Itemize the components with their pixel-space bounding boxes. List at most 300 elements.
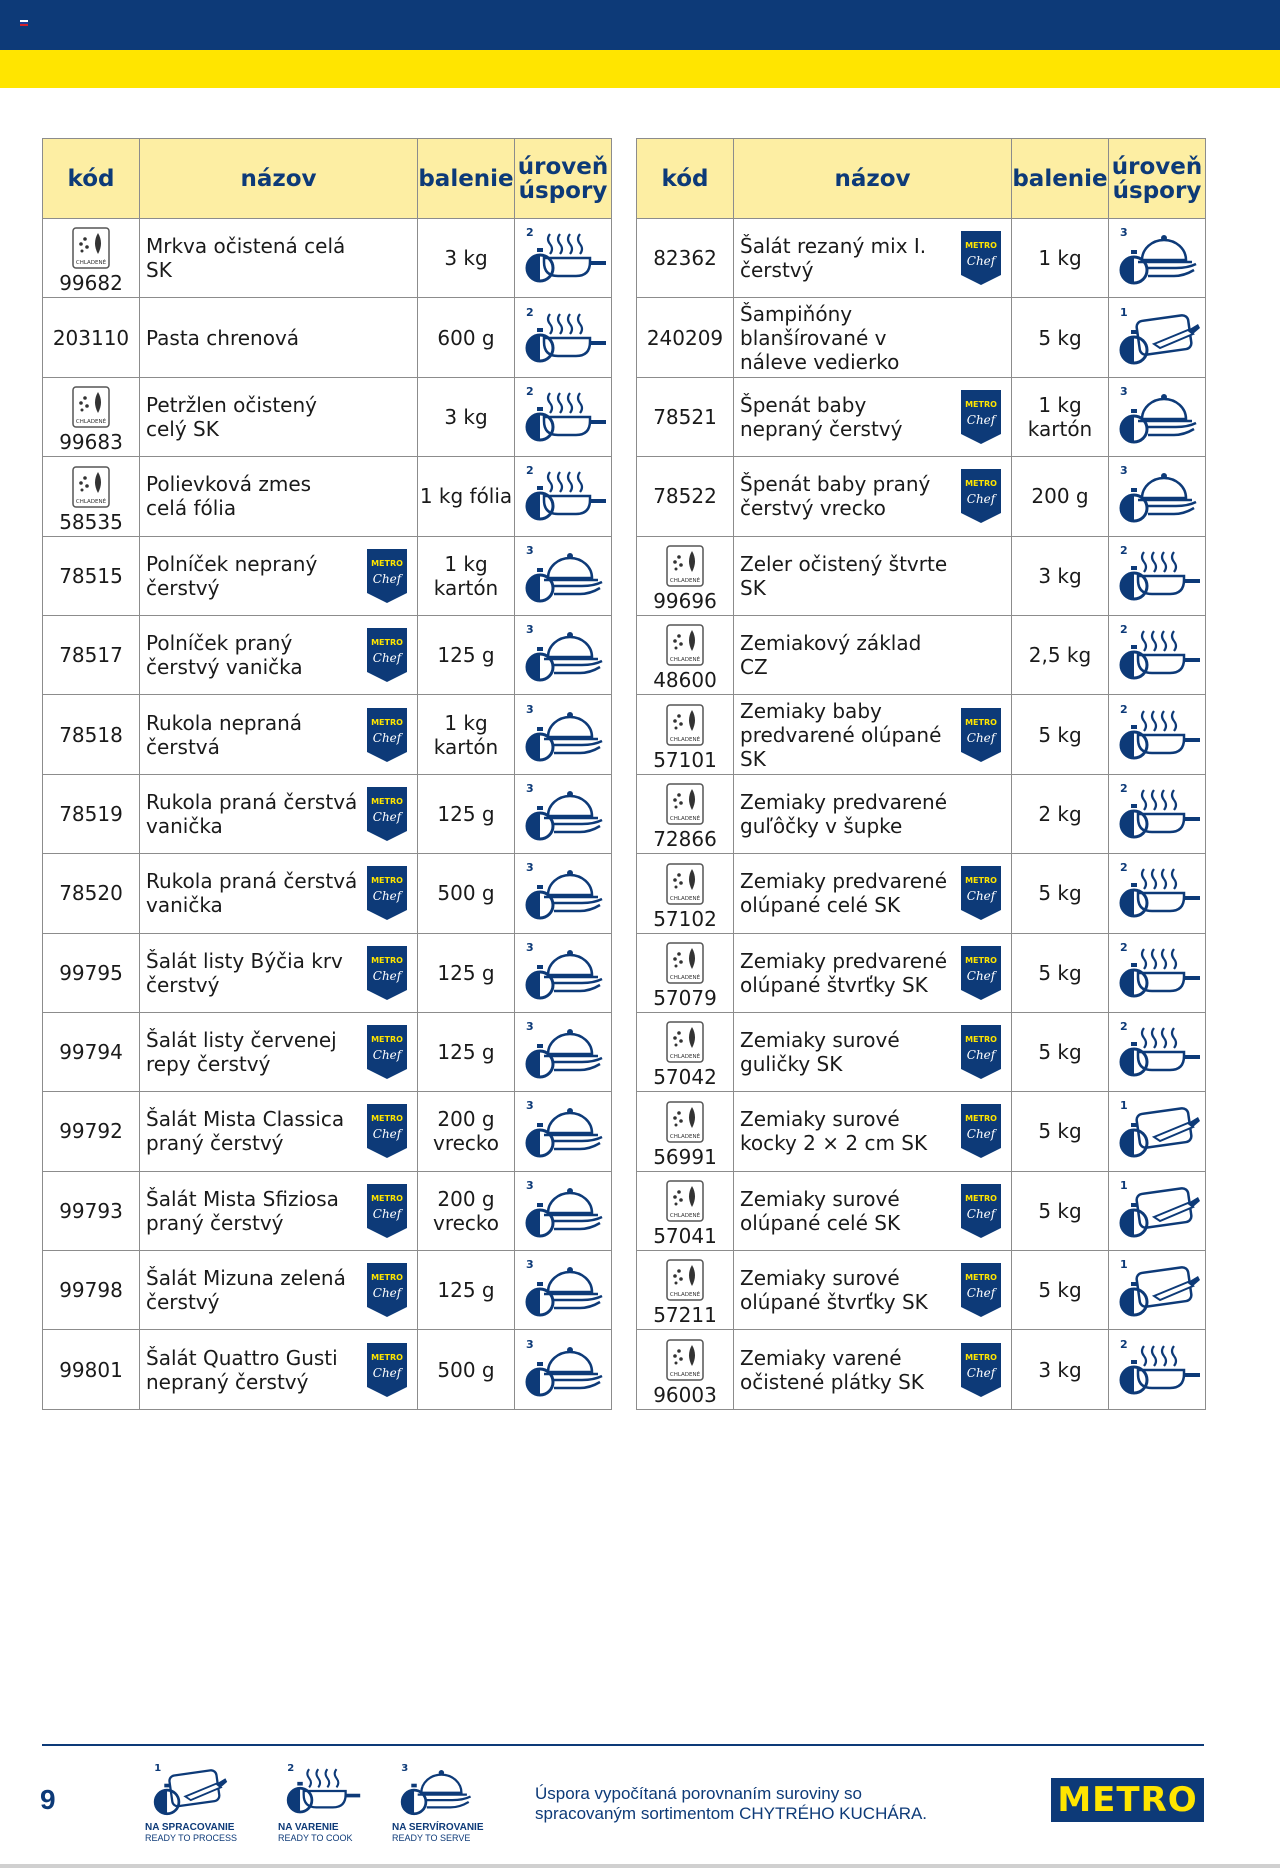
svg-text:Chef: Chef bbox=[966, 1127, 996, 1142]
savings-level-cell bbox=[1109, 933, 1206, 1012]
table-row bbox=[43, 1251, 612, 1330]
product-name: Šalát rezaný mix I. čerstvý bbox=[740, 234, 927, 283]
savings-level-3-icon bbox=[520, 780, 606, 848]
legend-label-sk: NA SERVÍROVANIE bbox=[392, 1822, 484, 1833]
product-table-left bbox=[42, 138, 612, 1410]
metro-chef-badge bbox=[365, 864, 409, 922]
product-code-cell bbox=[637, 1012, 734, 1091]
product-name-cell bbox=[734, 457, 1012, 536]
svg-text:Chef: Chef bbox=[966, 1206, 996, 1221]
legend-ready-to-cook bbox=[278, 1760, 388, 1844]
product-pack: 5 kg bbox=[1012, 1251, 1109, 1330]
table-row bbox=[43, 219, 612, 298]
legend-label-sk: NA SPRACOVANIE bbox=[145, 1822, 235, 1833]
svg-text:CHLADENÉ: CHLADENÉ bbox=[669, 1133, 701, 1140]
svg-text:2: 2 bbox=[287, 1762, 295, 1774]
product-name-cell bbox=[734, 536, 1012, 615]
savings-level-cell bbox=[1109, 1012, 1206, 1091]
product-pack: 1 kg kartón bbox=[1012, 377, 1109, 456]
product-pack: 3 kg bbox=[418, 219, 515, 298]
metro-chef-badge bbox=[959, 706, 1003, 764]
svg-text:CHLADENÉ: CHLADENÉ bbox=[669, 657, 701, 664]
savings-level-cell bbox=[1109, 1251, 1206, 1330]
header-pack: balenie bbox=[418, 139, 515, 219]
product-code: 78521 bbox=[653, 404, 717, 429]
svg-text:1: 1 bbox=[1120, 1178, 1128, 1192]
savings-level-cell bbox=[515, 695, 612, 774]
savings-level-2-icon bbox=[1114, 1018, 1200, 1086]
svg-text:2: 2 bbox=[526, 305, 534, 319]
metro-chef-badge bbox=[959, 229, 1003, 287]
savings-level-cell bbox=[1109, 1092, 1206, 1171]
savings-level-2-icon bbox=[1114, 621, 1200, 689]
product-name-cell bbox=[734, 854, 1012, 933]
table-row bbox=[637, 1330, 1206, 1409]
svg-text:1: 1 bbox=[1120, 1258, 1128, 1272]
svg-text:CHLADENÉ: CHLADENÉ bbox=[669, 1292, 701, 1299]
metro-chef-badge bbox=[365, 706, 409, 764]
product-pack: 1 kg fólia bbox=[418, 457, 515, 536]
svg-text:1: 1 bbox=[1120, 1099, 1128, 1113]
svg-text:METRO: METRO bbox=[371, 1114, 403, 1124]
chilled-icon bbox=[666, 624, 704, 666]
product-pack: 1 kg bbox=[1012, 219, 1109, 298]
table-row bbox=[43, 933, 612, 1012]
product-code: 82362 bbox=[653, 246, 717, 271]
metro-chef-badge bbox=[959, 1182, 1003, 1240]
svg-text:2: 2 bbox=[526, 226, 534, 240]
table-row bbox=[43, 1012, 612, 1091]
product-name: Šalát Quattro Gusti nepraný čerstvý bbox=[146, 1345, 338, 1394]
page-number: 9 bbox=[40, 1784, 56, 1815]
svg-text:2: 2 bbox=[1120, 781, 1128, 795]
product-name-cell bbox=[734, 1251, 1012, 1330]
chilled-icon bbox=[666, 1180, 704, 1222]
product-code-cell bbox=[43, 695, 140, 774]
savings-note: Úspora vypočítaná porovnaním suroviny so spracovaným sortimentom CHYTRÉHO KUCHÁRA. bbox=[535, 1784, 928, 1823]
product-pack: 500 g bbox=[418, 1330, 515, 1409]
metro-chef-badge bbox=[959, 1023, 1003, 1081]
svg-text:3: 3 bbox=[526, 623, 534, 637]
table-row bbox=[637, 377, 1206, 456]
product-table-right bbox=[636, 138, 1206, 1410]
svg-text:METRO: METRO bbox=[371, 558, 403, 568]
metro-logo bbox=[1051, 1778, 1204, 1822]
svg-text:3: 3 bbox=[526, 1020, 534, 1034]
product-code: 57079 bbox=[653, 985, 717, 1010]
product-pack: 3 kg bbox=[1012, 536, 1109, 615]
metro-chef-badge bbox=[959, 1261, 1003, 1319]
metro-chef-badge bbox=[365, 1261, 409, 1319]
product-code: 57101 bbox=[653, 747, 717, 772]
product-name: Polievková zmes celá fólia bbox=[146, 472, 312, 521]
svg-text:METRO: METRO bbox=[371, 1193, 403, 1203]
savings-level-3-icon bbox=[520, 1018, 606, 1086]
svg-text:3: 3 bbox=[526, 1099, 534, 1113]
product-name: Petržlen očistený celý SK bbox=[146, 392, 317, 441]
chilled-icon bbox=[666, 1339, 704, 1381]
product-name: Rukola praná čerstvá vanička bbox=[146, 869, 358, 918]
savings-level-3-icon bbox=[520, 542, 606, 610]
savings-level-cell bbox=[515, 1092, 612, 1171]
product-pack: 5 kg bbox=[1012, 933, 1109, 1012]
product-name: Šalát Mista Sfiziosa praný čerstvý bbox=[146, 1186, 339, 1235]
product-name-cell bbox=[140, 695, 418, 774]
svg-text:3: 3 bbox=[526, 1178, 534, 1192]
metro-chef-badge bbox=[365, 944, 409, 1002]
product-code: 78519 bbox=[59, 801, 123, 826]
svg-text:3: 3 bbox=[1120, 464, 1128, 478]
product-name-cell bbox=[734, 615, 1012, 694]
product-name-cell bbox=[734, 1012, 1012, 1091]
header-savings-level bbox=[1109, 139, 1206, 219]
savings-level-cell bbox=[1109, 298, 1206, 377]
header-pack: balenie bbox=[1012, 139, 1109, 219]
svg-text:METRO: METRO bbox=[371, 1273, 403, 1283]
product-code: 99683 bbox=[59, 430, 123, 455]
product-code: 99793 bbox=[59, 1198, 123, 1223]
savings-level-3-icon bbox=[520, 701, 606, 769]
svg-text:CHLADENÉ: CHLADENÉ bbox=[75, 260, 107, 267]
legend-label-en: READY TO PROCESS bbox=[145, 1833, 238, 1843]
svg-text:CHLADENÉ: CHLADENÉ bbox=[669, 816, 701, 823]
product-code: 48600 bbox=[653, 668, 717, 693]
product-code-cell bbox=[43, 774, 140, 853]
product-name: Šalát listy Býčia krv čerstvý bbox=[146, 948, 343, 997]
table-row bbox=[637, 298, 1206, 377]
svg-text:METRO: METRO bbox=[965, 1193, 997, 1203]
legend-level-1-icon bbox=[145, 1760, 231, 1822]
table-row bbox=[43, 1092, 612, 1171]
product-pack: 2 kg bbox=[1012, 774, 1109, 853]
table-row bbox=[637, 695, 1206, 774]
svg-text:CHLADENÉ: CHLADENÉ bbox=[669, 1371, 701, 1378]
product-name: Špenát baby nepraný čerstvý bbox=[740, 392, 903, 441]
chilled-icon bbox=[666, 704, 704, 746]
svg-text:METRO: METRO bbox=[371, 955, 403, 965]
savings-level-1-icon bbox=[1114, 1097, 1200, 1165]
svg-text:2: 2 bbox=[526, 464, 534, 478]
product-code-cell bbox=[637, 774, 734, 853]
legend-ready-to-process bbox=[145, 1760, 255, 1844]
svg-text:METRO: METRO bbox=[371, 796, 403, 806]
product-code: 99794 bbox=[59, 1040, 123, 1065]
svg-text:METRO: METRO bbox=[371, 1352, 403, 1362]
savings-level-cell bbox=[1109, 536, 1206, 615]
savings-level-cell bbox=[515, 615, 612, 694]
yellow-stripe bbox=[0, 50, 1280, 88]
product-pack: 125 g bbox=[418, 774, 515, 853]
savings-level-3-icon bbox=[520, 859, 606, 927]
savings-level-3-icon bbox=[520, 621, 606, 689]
svg-text:METRO: METRO bbox=[371, 876, 403, 886]
product-code: 57042 bbox=[653, 1065, 717, 1090]
product-code: 78522 bbox=[653, 484, 717, 509]
table-row bbox=[637, 1092, 1206, 1171]
chilled-icon bbox=[72, 386, 110, 428]
svg-text:Chef: Chef bbox=[372, 651, 402, 666]
product-name-cell bbox=[140, 536, 418, 615]
product-code-cell bbox=[637, 1171, 734, 1250]
svg-text:CHLADENÉ: CHLADENÉ bbox=[75, 419, 107, 426]
savings-level-cell bbox=[515, 219, 612, 298]
metro-chef-badge bbox=[959, 1341, 1003, 1399]
svg-text:3: 3 bbox=[526, 861, 534, 875]
savings-level-2-icon bbox=[1114, 542, 1200, 610]
svg-text:CHLADENÉ: CHLADENÉ bbox=[669, 577, 701, 584]
svg-text:3: 3 bbox=[526, 702, 534, 716]
product-pack: 200 g bbox=[1012, 457, 1109, 536]
product-name-cell bbox=[734, 774, 1012, 853]
legend-level-3-icon bbox=[392, 1760, 478, 1822]
svg-text:3: 3 bbox=[526, 1258, 534, 1272]
product-code: 57102 bbox=[653, 906, 717, 931]
svg-text:CHLADENÉ: CHLADENÉ bbox=[669, 736, 701, 743]
svg-text:METRO: METRO bbox=[965, 479, 997, 489]
savings-level-3-icon bbox=[1114, 224, 1200, 292]
product-name: Zemiaky varené očistené plátky SK bbox=[740, 1345, 924, 1394]
product-name-cell bbox=[140, 615, 418, 694]
savings-level-cell bbox=[1109, 695, 1206, 774]
product-code-cell bbox=[637, 298, 734, 377]
svg-text:Chef: Chef bbox=[966, 968, 996, 983]
svg-text:Chef: Chef bbox=[966, 1048, 996, 1063]
svg-text:METRO: METRO bbox=[371, 638, 403, 648]
svg-text:Chef: Chef bbox=[966, 412, 996, 427]
product-pack: 125 g bbox=[418, 933, 515, 1012]
product-pack: 125 g bbox=[418, 1012, 515, 1091]
product-code-cell bbox=[43, 854, 140, 933]
savings-level-cell bbox=[1109, 615, 1206, 694]
svg-text:Chef: Chef bbox=[372, 1206, 402, 1221]
header-code: kód bbox=[43, 139, 140, 219]
product-code: 240209 bbox=[646, 325, 724, 350]
svg-text:3: 3 bbox=[1120, 384, 1128, 398]
chilled-icon bbox=[666, 1101, 704, 1143]
table-row bbox=[637, 457, 1206, 536]
savings-level-cell bbox=[515, 298, 612, 377]
product-pack: 5 kg bbox=[1012, 1092, 1109, 1171]
svg-text:2: 2 bbox=[1120, 1337, 1128, 1351]
product-name-cell bbox=[734, 933, 1012, 1012]
product-pack: 200 g vrecko bbox=[418, 1092, 515, 1171]
product-code-cell bbox=[637, 457, 734, 536]
savings-level-cell bbox=[1109, 457, 1206, 536]
metro-chef-badge bbox=[959, 467, 1003, 525]
svg-text:Chef: Chef bbox=[372, 1286, 402, 1301]
svg-text:METRO: METRO bbox=[965, 241, 997, 251]
product-code-cell bbox=[637, 1251, 734, 1330]
product-code-cell bbox=[637, 933, 734, 1012]
svg-text:Chef: Chef bbox=[372, 968, 402, 983]
svg-text:Chef: Chef bbox=[966, 889, 996, 904]
table-row bbox=[637, 774, 1206, 853]
flag-icon bbox=[20, 20, 28, 26]
chilled-icon bbox=[666, 863, 704, 905]
product-code-cell bbox=[43, 377, 140, 456]
chilled-icon bbox=[666, 1021, 704, 1063]
product-code-cell bbox=[637, 854, 734, 933]
svg-text:Chef: Chef bbox=[372, 571, 402, 586]
table-row bbox=[43, 377, 612, 456]
savings-level-2-icon bbox=[1114, 1336, 1200, 1404]
metro-chef-badge bbox=[365, 1341, 409, 1399]
savings-level-cell bbox=[515, 1171, 612, 1250]
product-name-cell bbox=[140, 1251, 418, 1330]
product-pack: 3 kg bbox=[1012, 1330, 1109, 1409]
header-level-line1: úroveň bbox=[517, 153, 609, 180]
product-code: 72866 bbox=[653, 827, 717, 852]
product-name: Zemiaky predvarené guľôčky v šupke bbox=[740, 789, 948, 838]
product-code: 57211 bbox=[653, 1303, 717, 1328]
savings-level-3-icon bbox=[1114, 383, 1200, 451]
legend-label-en: READY TO COOK bbox=[278, 1833, 353, 1843]
svg-text:Chef: Chef bbox=[372, 730, 402, 745]
savings-level-cell bbox=[1109, 1171, 1206, 1250]
product-code: 99801 bbox=[59, 1357, 123, 1382]
legend-label-sk: NA VARENIE bbox=[278, 1822, 339, 1833]
product-code-cell bbox=[43, 536, 140, 615]
product-code-cell bbox=[43, 219, 140, 298]
table-row bbox=[43, 695, 612, 774]
product-name: Šalát Mizuna zelená čerstvý bbox=[146, 1266, 346, 1315]
product-code: 99795 bbox=[59, 960, 123, 985]
svg-text:3: 3 bbox=[401, 1762, 409, 1774]
svg-text:2: 2 bbox=[1120, 702, 1128, 716]
product-code-cell bbox=[43, 1092, 140, 1171]
svg-text:Chef: Chef bbox=[372, 1365, 402, 1380]
svg-text:METRO: METRO bbox=[371, 717, 403, 727]
svg-text:3: 3 bbox=[526, 940, 534, 954]
table-row bbox=[43, 1330, 612, 1409]
savings-level-cell bbox=[515, 377, 612, 456]
header-name: názov bbox=[734, 139, 1012, 219]
savings-level-1-icon bbox=[1114, 304, 1200, 372]
product-name: Pasta chrenová bbox=[146, 325, 300, 350]
product-code: 78515 bbox=[59, 563, 123, 588]
chilled-icon bbox=[72, 227, 110, 269]
savings-level-cell bbox=[515, 774, 612, 853]
product-name: Šalát Mista Classica praný čerstvý bbox=[146, 1107, 345, 1156]
product-name: Zeler očistený štvrte SK bbox=[740, 551, 948, 600]
product-code: 203110 bbox=[52, 325, 130, 350]
product-code: 99696 bbox=[653, 588, 717, 613]
product-pack: 600 g bbox=[418, 298, 515, 377]
product-code-cell bbox=[637, 615, 734, 694]
product-code: 99798 bbox=[59, 1278, 123, 1303]
svg-text:CHLADENÉ: CHLADENÉ bbox=[669, 895, 701, 902]
product-name: Zemiaky predvarené olúpané celé SK bbox=[740, 869, 948, 918]
metro-chef-badge bbox=[959, 864, 1003, 922]
bottom-edge bbox=[0, 1864, 1280, 1868]
metro-logo-text: METRO bbox=[1057, 1780, 1198, 1820]
header-name: názov bbox=[140, 139, 418, 219]
chilled-icon bbox=[666, 545, 704, 587]
svg-text:METRO: METRO bbox=[965, 1273, 997, 1283]
svg-text:Chef: Chef bbox=[966, 1286, 996, 1301]
savings-level-3-icon bbox=[520, 1177, 606, 1245]
savings-level-cell bbox=[515, 933, 612, 1012]
product-pack: 5 kg bbox=[1012, 298, 1109, 377]
table-row bbox=[637, 1251, 1206, 1330]
header-level-line2: úspory bbox=[518, 177, 608, 204]
chilled-icon bbox=[666, 1259, 704, 1301]
svg-text:METRO: METRO bbox=[965, 1352, 997, 1362]
legend-label-en: READY TO SERVE bbox=[392, 1833, 471, 1843]
product-name-cell bbox=[140, 1171, 418, 1250]
savings-level-3-icon bbox=[520, 1097, 606, 1165]
product-code: 57041 bbox=[653, 1224, 717, 1249]
svg-text:METRO: METRO bbox=[965, 1114, 997, 1124]
savings-level-cell bbox=[515, 536, 612, 615]
savings-level-3-icon bbox=[520, 1336, 606, 1404]
table-row bbox=[637, 1012, 1206, 1091]
product-name-cell bbox=[140, 377, 418, 456]
product-pack: 2,5 kg bbox=[1012, 615, 1109, 694]
product-name-cell bbox=[140, 854, 418, 933]
product-pack: 5 kg bbox=[1012, 1171, 1109, 1250]
savings-level-cell bbox=[1109, 854, 1206, 933]
table-row bbox=[637, 854, 1206, 933]
product-code-cell bbox=[637, 1092, 734, 1171]
product-name: Zemiaky predvarené olúpané štvrťky SK bbox=[740, 948, 948, 997]
savings-level-2-icon bbox=[520, 304, 606, 372]
svg-text:CHLADENÉ: CHLADENÉ bbox=[75, 498, 107, 505]
svg-text:2: 2 bbox=[1120, 623, 1128, 637]
savings-level-cell bbox=[1109, 219, 1206, 298]
product-code-cell bbox=[43, 1330, 140, 1409]
product-name-cell bbox=[140, 1012, 418, 1091]
product-name-cell bbox=[734, 219, 1012, 298]
savings-level-1-icon bbox=[1114, 1177, 1200, 1245]
product-name: Polníček praný čerstvý vanička bbox=[146, 631, 303, 680]
product-name-cell bbox=[734, 1171, 1012, 1250]
savings-level-3-icon bbox=[1114, 462, 1200, 530]
product-code: 96003 bbox=[653, 1382, 717, 1407]
product-name-cell bbox=[734, 298, 1012, 377]
header-savings-level bbox=[515, 139, 612, 219]
product-name: Rukola nepraná čerstvá bbox=[146, 710, 303, 759]
table-row bbox=[637, 933, 1206, 1012]
product-name-cell bbox=[140, 1092, 418, 1171]
savings-level-1-icon bbox=[1114, 1256, 1200, 1324]
savings-level-2-icon bbox=[1114, 780, 1200, 848]
product-name-cell bbox=[734, 377, 1012, 456]
legend-ready-to-serve bbox=[392, 1760, 502, 1844]
svg-text:CHLADENÉ: CHLADENÉ bbox=[669, 974, 701, 981]
savings-level-cell bbox=[515, 854, 612, 933]
savings-level-3-icon bbox=[520, 1256, 606, 1324]
svg-text:Chef: Chef bbox=[966, 730, 996, 745]
svg-text:Chef: Chef bbox=[372, 1127, 402, 1142]
header-level-line1: úroveň bbox=[1111, 153, 1203, 180]
table-row bbox=[43, 615, 612, 694]
savings-level-2-icon bbox=[1114, 939, 1200, 1007]
product-name-cell bbox=[734, 1092, 1012, 1171]
savings-level-2-icon bbox=[520, 383, 606, 451]
product-name: Zemiakový základ CZ bbox=[740, 631, 922, 680]
svg-text:METRO: METRO bbox=[965, 876, 997, 886]
metro-chef-badge bbox=[365, 1023, 409, 1081]
product-name: Šampiňóny blanšírované v náleve vedierko bbox=[740, 301, 900, 374]
table-row bbox=[43, 1171, 612, 1250]
savings-level-cell bbox=[515, 1251, 612, 1330]
legend-level-2-icon bbox=[278, 1760, 364, 1822]
table-row bbox=[637, 219, 1206, 298]
metro-chef-badge bbox=[959, 1102, 1003, 1160]
product-pack: 5 kg bbox=[1012, 695, 1109, 774]
savings-level-2-icon bbox=[520, 462, 606, 530]
